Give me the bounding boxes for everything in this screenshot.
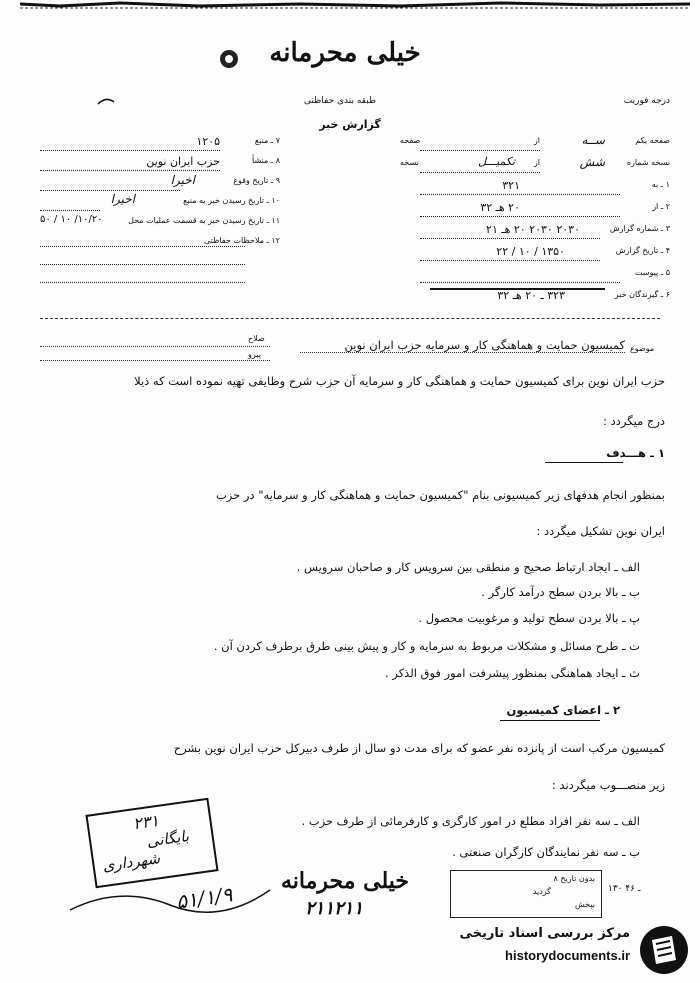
footer-classification: خیلی محرمانه [280,868,410,894]
section2-heading: ۲ ـ اعضای کمیسیون [506,703,620,717]
section2-line-1: کمیسیون مرکب است از پانزده نفر عضو که برای مدت دو سال از طرف دبیرکل حزب ایران نوین بشرح [173,741,665,755]
classification-title: خیلی محرمانه [269,38,421,68]
intro-line-2: درج میگردد : [603,414,665,428]
goal-item-1: الف ـ ایجاد ارتباط صحیح و منطقی بین سرویس کار و صاحبان سرویس . [296,560,640,574]
section1-line-2: ایران نوین تشکیل میگردد : [536,524,665,538]
dotted-line [420,238,600,239]
goal-item-2: ب ـ بالا بردن سطح درآمد کارگر . [481,585,640,599]
subject-label: موضوع [630,344,655,353]
dotted-line [40,150,220,151]
dotted-line [420,282,620,283]
watermark-text: مرکز بررسی اسناد تاریخی [459,926,630,941]
stamp-text: بایگانی [145,826,191,851]
dotted-line [420,216,620,217]
dotted-line [40,264,245,265]
goal-item-5: ث ـ ایجاد هماهنگی بمنظور پیشرفت امور فوق الذکر . [385,666,640,680]
source-field: ۷ ـ منبع ۱۲۰۵ [196,135,280,148]
page-field: صفحه یکم از ســه صفحه [400,133,670,147]
dotted-line [40,170,220,171]
origin-field: ۸ ـ منشأ حزب ایران نوین [146,155,280,168]
copy-field: نسخه شماره تکمیـــل از شش نسخه [400,155,670,169]
urgency-label: درجه فوریت [623,96,670,106]
ops-receipt-field: ۱۱ ـ تاریخ رسیدن خبر به قسمت عملیات محل ۱۰/۲۰/ ۱۰ / ۵۰ [40,214,280,225]
dotted-line [40,282,245,283]
source-receipt-field: ۱۰ ـ تاریخ رسیدن خبر به منبع اخیرا [110,192,280,206]
goal-item-3: پ ـ بالا بردن سطح تولید و مرغوبیت محصول . [418,611,640,625]
section-divider [40,318,660,319]
archive-stamp [85,798,218,889]
dotted-line [420,194,620,195]
receipt-line-3: بپخش [574,900,595,909]
intro-line-1: حزب ایران نوین برای کمیسیون حمایت و هماهنگی کار و سرمایه آن حزب شرح وظایفی تهیه نموده است که ذیلا [134,374,665,388]
dotted-line [420,260,600,261]
dotted-line [40,346,270,347]
section2-line-2: زیر منصـــوب میگردند : [551,778,665,792]
archive-logo-icon [638,924,690,976]
heading-underline [500,720,600,721]
page-code: ۱۳۰ ـ ۴۶ [608,884,641,894]
pen-mark-icon [96,94,116,108]
from-field: ۲ ـ از ۲۰ هـ ۳۲ [480,201,670,214]
handwritten-date: ۵۱/۱/۹ [174,882,234,914]
footer-number: ۲۱۱۲۱۱ [305,898,364,919]
stamp-number: ۲۳۱ [131,810,161,834]
goal-item-4: ت ـ طرح مسائل و مشکلات مربوط به سرمایه و کار و پیش بینی طرق برطرف کردن آن . [213,639,640,653]
receipt-line-2: گردید [532,887,551,896]
section1-heading: ۱ ـ هـــدف [606,446,665,460]
security-notes-field: ۱۲ ـ ملاحظات حفاظتی [204,236,280,245]
watermark [420,924,695,976]
dotted-line [40,190,180,191]
section1-line-1: بمنظور انجام هدفهای زیر کمیسیونی بنام "کمیسیون حمایت و هماهنگی کار و سرمایه" در حزب [215,488,665,502]
dotted-line [40,210,100,211]
receipt-line-1: بدون تاریخ ۸ [553,874,595,883]
member-item-1: الف ـ سه نفر افراد مطلع در امور کارگری و کارفرمائی از طرف حزب . [301,814,640,828]
margin-note-top: صلاح [248,334,265,343]
dotted-line [40,360,270,361]
event-date-field: ۹ ـ تاریخ وقوع اخیرا [170,173,280,187]
dotted-line [40,246,245,247]
protection-label: طبقه بندی حفاظتی [303,96,377,106]
margin-note-bottom: پیرو [248,350,261,359]
watermark-url: historydocuments.ir [505,948,630,963]
attachment-field: ۵ ـ پیوست [634,268,670,277]
report-date-field: ۴ ـ تاریخ گزارش ۱۳۵۰ / ۱۰ / ۲۲ [496,245,670,258]
torn-top-edge [0,0,700,14]
heading-underline [545,462,623,463]
to-field: ۱ ـ به ۳۲۱ [502,179,670,192]
stamp-sub: شهرداری [101,849,162,875]
seal-icon [218,48,240,70]
recipients-field: ۶ ـ گیرندگان خبر ۳۲۳ ـ ۲۰ هـ ۳۲ [497,289,670,302]
dotted-line [420,172,540,173]
strike-line [430,288,605,290]
subject-text: کمیسیون حمایت و هماهنگی کار و سرمایه حزب ایران نوین [300,338,625,353]
signature-scribble [60,880,280,920]
member-item-2: ب ـ سه نفر نمایندگان کارگران صنعتی . [452,845,640,859]
dotted-line [420,150,540,151]
report-type: گزارش خبر [319,118,381,131]
receipt-stamp [450,870,602,918]
report-number-field: ۳ ـ شماره گزارش ۲۰۳۰ ۲۰۳۰ ۲۰ هـ ۲۱ [486,223,670,236]
